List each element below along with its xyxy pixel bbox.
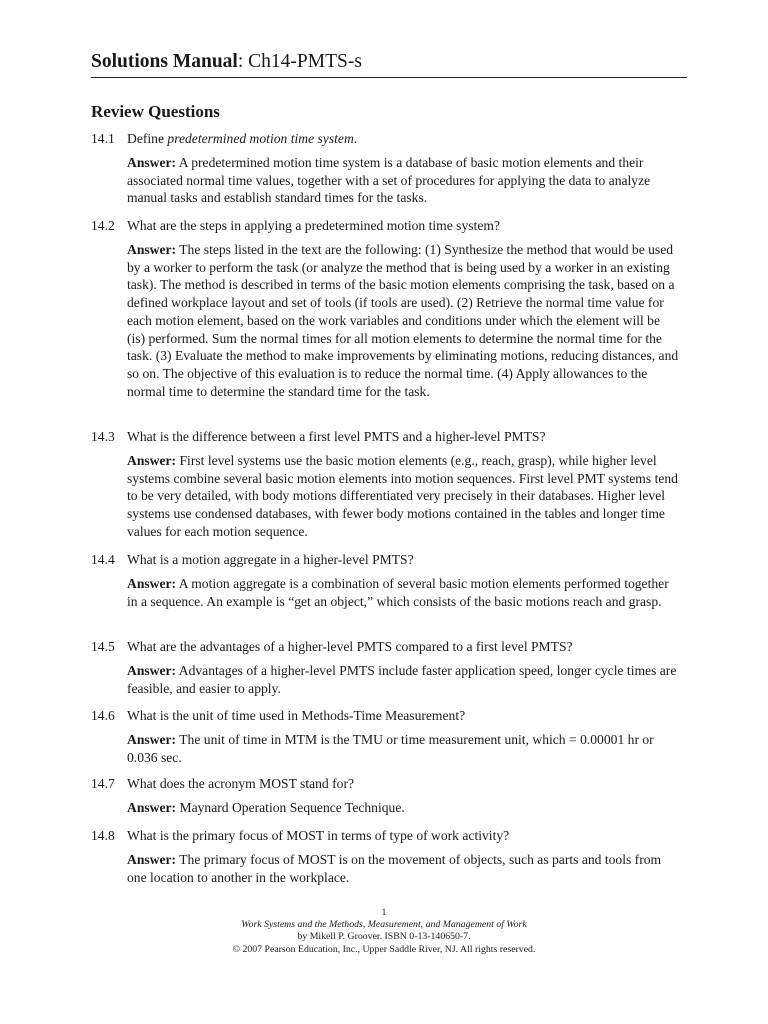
answer-label: Answer: (127, 576, 177, 591)
answer-text: First level systems use the basic motion elements (e.g., reach, grasp), while higher level systems combine several basic motion elements into motion sequences. First level PMT systems tend to be very detailed, with body motions differentiated very precisely in their databases. Higher level systems use condensed databases, with fewer body motions contained in the tables and longer time values for each motion sequence. (127, 453, 678, 539)
question (91, 707, 691, 725)
question-text: Define predetermined motion time system. (127, 131, 358, 146)
answer-label: Answer: (127, 852, 177, 867)
question (91, 638, 691, 656)
answer (127, 799, 680, 817)
answer-label: Answer: (127, 242, 177, 257)
question-item (91, 130, 691, 207)
question-item (91, 638, 691, 697)
question-item (91, 217, 691, 400)
question (91, 130, 691, 148)
question-text: What does the acronym MOST stand for? (127, 776, 355, 791)
question (91, 428, 691, 446)
question-number: 14.1 (91, 131, 115, 146)
question-number: 14.7 (91, 776, 115, 791)
question (91, 775, 691, 793)
question-item (91, 551, 691, 610)
answer-text: The primary focus of MOST is on the movement of objects, such as parts and tools from one location to another in the workplace. (127, 852, 662, 885)
answer-label: Answer: (127, 800, 177, 815)
question-number: 14.8 (91, 828, 115, 843)
page-number: 1 (381, 907, 387, 918)
answer (127, 575, 680, 610)
answer (127, 731, 680, 766)
answer (127, 241, 680, 400)
author-line: by Mikell P. Groover. ISBN 0-13-140650-7. (297, 931, 471, 943)
book-title: Work Systems and the Methods, Measurement, and Management of Work (241, 919, 527, 931)
question-item (91, 827, 691, 886)
question-number: 14.4 (91, 552, 115, 567)
document-header (91, 50, 687, 78)
copyright-line: © 2007 Pearson Education, Inc., Upper Saddle River, NJ. All rights reserved. (232, 943, 536, 955)
question-text: What is the primary focus of MOST in terms of type of work activity? (127, 828, 510, 843)
header-chapter: : Ch14-PMTS-s (237, 51, 362, 72)
question-number: 14.6 (91, 708, 115, 723)
question-number: 14.3 (91, 429, 115, 444)
answer-label: Answer: (127, 663, 177, 678)
question (91, 217, 691, 235)
answer-text: The unit of time in MTM is the TMU or time measurement unit, which = 0.00001 hr or 0.036 sec. (127, 732, 654, 765)
answer-label: Answer: (127, 732, 177, 747)
answer (127, 662, 680, 697)
question-item (91, 775, 691, 817)
section-title: Review Questions (91, 102, 220, 121)
answer-text: The steps listed in the text are the following: (1) Synthesize the method that would be used by a worker to perform the task (or analyze the method that is being used by a worker in an existing task). The method is described in terms of the basic motion elements comprising the task, based on a defined workplace layout and set of tools (if tools are used). (2) Retrieve the normal time value for each motion element, based on the work variables and conditions under which the element will be (is) performed. Sum the normal times for all motion elements to determine the normal time for the task. (3) Evaluate the method to make improvements by eliminating motions, reducing distances, and so on. The objective of this evaluation is to reduce the normal time. (4) Apply allowances to the normal time to determine the standard time for the task. (127, 242, 679, 399)
answer-text: A motion aggregate is a combination of several basic motion elements performed together in a sequence. An example is “get an object,” which consists of the basic motions reach and grasp. (127, 576, 669, 609)
question-text: What are the steps in applying a predetermined motion time system? (127, 218, 500, 233)
answer (127, 851, 680, 886)
answer (127, 452, 680, 541)
question-number: 14.2 (91, 218, 115, 233)
header-title: Solutions Manual (91, 51, 238, 72)
question-text: What are the advantages of a higher-level PMTS compared to a first level PMTS? (127, 639, 573, 654)
question-item (91, 428, 691, 541)
answer-label: Answer: (127, 453, 177, 468)
answer-text: A predetermined motion time system is a database of basic motion elements and their associated normal time values, together with a set of procedures for applying the data to analyze manual tasks and establish standard times for the tasks. (127, 155, 651, 206)
page-footer (0, 907, 768, 956)
question-term: predetermined motion time system (167, 131, 354, 146)
question-text: What is the difference between a first level PMTS and a higher-level PMTS? (127, 429, 546, 444)
answer-text: Advantages of a higher-level PMTS include faster application speed, longer cycle times are feasible, and easier to apply. (127, 663, 677, 696)
question (91, 827, 691, 845)
question-text: What is the unit of time used in Methods-Time Measurement? (127, 708, 466, 723)
question-text: What is a motion aggregate in a higher-level PMTS? (127, 552, 414, 567)
question (91, 551, 691, 569)
question-item (91, 707, 691, 766)
question-number: 14.5 (91, 639, 115, 654)
answer-label: Answer: (127, 155, 177, 170)
answer-text: Maynard Operation Sequence Technique. (179, 800, 405, 815)
answer (127, 154, 680, 207)
